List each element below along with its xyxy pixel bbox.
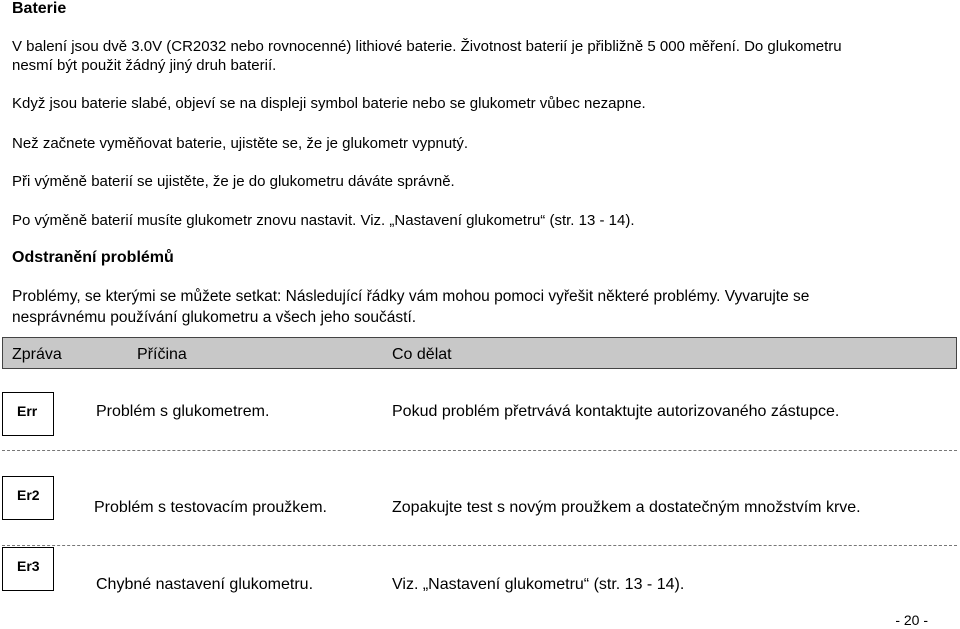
error-code: Er3	[17, 558, 40, 574]
error-code-box	[2, 547, 54, 591]
error-cause: Chybné nastavení glukometru.	[96, 576, 314, 593]
error-action: Zopakujte test s novým proužkem a dostatečným množstvím krve.	[392, 499, 861, 516]
error-action: Viz. „Nastavení glukometru“ (str. 13 - 14).	[392, 576, 685, 593]
battery-heading: Baterie	[12, 0, 67, 17]
battery-para3: Než začnete vyměňovat baterie, ujistěte se, že je glukometr vypnutý.	[12, 135, 469, 152]
page-number: - 20 -	[895, 612, 928, 628]
battery-para4: Při výměně baterií se ujistěte, že je do glukometru dáváte správně.	[12, 173, 455, 190]
troubleshooting-intro-line2: nesprávnému používání glukometru a všech jeho součástí.	[12, 309, 417, 326]
troubleshooting-heading: Odstranění problémů	[12, 249, 174, 266]
header-cause: Příčina	[137, 346, 187, 363]
header-message: Zpráva	[12, 346, 62, 363]
error-code: Er2	[17, 487, 40, 503]
battery-para1-line2: nesmí být použit žádný jiný druh baterií.	[12, 57, 277, 74]
header-action: Co dělat	[392, 346, 452, 363]
battery-para5: Po výměně baterií musíte glukometr znovu nastavit. Viz. „Nastavení glukometru“ (str. 13 - 14).	[12, 212, 635, 229]
error-code: Err	[17, 403, 38, 419]
error-cause: Problém s testovacím proužkem.	[94, 499, 327, 516]
error-code-box	[2, 392, 54, 436]
table-header	[2, 337, 957, 369]
row-divider	[2, 545, 957, 546]
troubleshooting-intro-line1: Problémy, se kterými se můžete setkat: Následující řádky vám mohou pomoci vyřešit některé problémy. Vyvarujte se	[12, 288, 810, 305]
battery-para1-line1: V balení jsou dvě 3.0V (CR2032 nebo rovnocenné) lithiové baterie. Životnost baterií je přibližně 5 000 měření. Do glukometru	[12, 38, 842, 55]
error-action: Pokud problém přetrvává kontaktujte autorizovaného zástupce.	[392, 403, 840, 420]
row-divider	[2, 450, 957, 451]
battery-para2: Když jsou baterie slabé, objeví se na displeji symbol baterie nebo se glukometr vůbec nezapne.	[12, 95, 646, 112]
error-code-box	[2, 476, 54, 520]
error-cause: Problém s glukometrem.	[96, 403, 270, 420]
